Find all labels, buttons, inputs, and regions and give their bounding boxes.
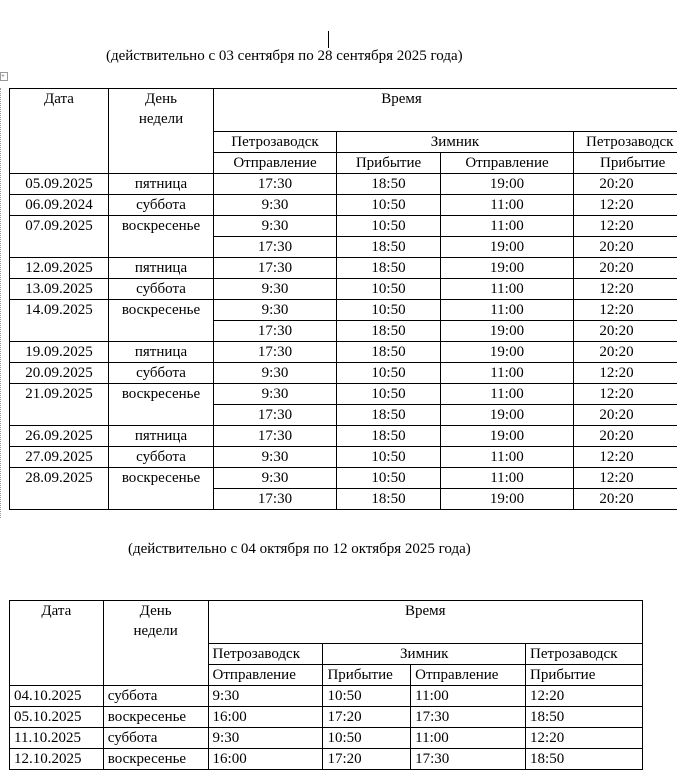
cell-departure: 17:30 <box>214 405 337 426</box>
cell-departure: 11:00 <box>441 216 574 237</box>
cell-weekday: суббота <box>109 363 214 384</box>
cell-arrival: 12:20 <box>526 728 643 749</box>
cell-date: 14.09.2025 <box>10 300 109 342</box>
cell-departure: 19:00 <box>441 174 574 195</box>
schedule-table-september <box>9 88 677 510</box>
cell-departure: 9:30 <box>214 384 337 405</box>
cell-departure: 19:00 <box>441 426 574 447</box>
header-time: Время <box>214 89 677 132</box>
cell-departure: 19:00 <box>441 321 574 342</box>
cell-departure: 17:30 <box>214 174 337 195</box>
sub-departure: Отправление <box>208 665 323 686</box>
header-time: Время <box>208 601 642 644</box>
cell-arrival: 18:50 <box>526 707 643 728</box>
cell-departure: 19:00 <box>441 405 574 426</box>
cell-departure: 17:30 <box>214 426 337 447</box>
cell-arrival: 12:20 <box>574 216 677 237</box>
cell-departure: 11:00 <box>441 195 574 216</box>
cell-date: 19.09.2025 <box>10 342 109 363</box>
cell-departure: 11:00 <box>441 363 574 384</box>
sub-arrival: Прибытие <box>323 665 411 686</box>
cell-weekday: пятница <box>109 426 214 447</box>
cell-departure: 19:00 <box>441 237 574 258</box>
cell-departure: 11:00 <box>441 300 574 321</box>
cell-date: 12.10.2025 <box>10 749 104 770</box>
cell-arrival: 20:20 <box>574 489 677 510</box>
cell-weekday: воскресенье <box>103 707 208 728</box>
cell-arrival: 20:20 <box>574 174 677 195</box>
validity-caption-september: (действительно с 03 сентября по 28 сентября 2025 года) <box>106 48 463 64</box>
cell-arrival: 12:20 <box>574 384 677 405</box>
cell-arrival: 18:50 <box>337 237 441 258</box>
cell-arrival: 10:50 <box>337 216 441 237</box>
header-weekday: День недели <box>109 89 214 174</box>
cell-arrival: 12:20 <box>574 279 677 300</box>
cell-departure: 9:30 <box>208 728 323 749</box>
cell-date: 12.09.2025 <box>10 258 109 279</box>
cell-departure: 11:00 <box>441 447 574 468</box>
cell-arrival: 18:50 <box>337 489 441 510</box>
cell-departure: 11:00 <box>441 468 574 489</box>
table-row <box>10 707 643 728</box>
header-date: Дата <box>10 89 109 174</box>
cell-arrival: 10:50 <box>337 468 441 489</box>
table-row <box>10 258 677 279</box>
cell-arrival: 12:20 <box>574 363 677 384</box>
table-row <box>10 363 677 384</box>
cell-weekday: пятница <box>109 258 214 279</box>
cell-departure: 16:00 <box>208 707 323 728</box>
schedule-rows-september <box>10 174 677 510</box>
cell-departure: 17:30 <box>214 237 337 258</box>
station-petrozavodsk-arrival: Петрозаводск <box>526 644 643 665</box>
cell-arrival: 10:50 <box>337 447 441 468</box>
cell-date: 21.09.2025 <box>10 384 109 426</box>
table-row <box>10 426 677 447</box>
cell-weekday: воскресенье <box>109 216 214 258</box>
cell-date: 11.10.2025 <box>10 728 104 749</box>
cell-date: 07.09.2025 <box>10 216 109 258</box>
cell-weekday: воскресенье <box>103 749 208 770</box>
sub-arrival: Прибытие <box>574 153 677 174</box>
header-weekday: День недели <box>103 601 208 686</box>
cell-departure: 19:00 <box>441 489 574 510</box>
cell-departure: 17:30 <box>214 258 337 279</box>
cell-weekday: пятница <box>109 342 214 363</box>
station-petrozavodsk-arrival: Петрозаводск <box>574 132 677 153</box>
cell-arrival: 10:50 <box>337 300 441 321</box>
table-row <box>10 384 677 405</box>
table-row <box>10 195 677 216</box>
cell-date: 06.09.2024 <box>10 195 109 216</box>
table-row <box>10 686 643 707</box>
cell-arrival: 10:50 <box>323 686 411 707</box>
cell-date: 04.10.2025 <box>10 686 104 707</box>
cell-departure: 19:00 <box>441 342 574 363</box>
schedule-rows-october <box>10 686 643 770</box>
station-petrozavodsk-departure: Петрозаводск <box>208 644 323 665</box>
sub-departure: Отправление <box>411 665 526 686</box>
cell-arrival: 17:20 <box>323 707 411 728</box>
cell-weekday: пятница <box>109 174 214 195</box>
schedule-table-october <box>9 600 643 770</box>
table-move-handle-icon[interactable]: + <box>0 72 8 81</box>
cell-arrival: 12:20 <box>574 447 677 468</box>
cell-departure: 17:30 <box>411 707 526 728</box>
cell-weekday: суббота <box>103 686 208 707</box>
sub-departure: Отправление <box>441 153 574 174</box>
cell-arrival: 10:50 <box>337 384 441 405</box>
cell-departure: 11:00 <box>441 384 574 405</box>
cell-arrival: 20:20 <box>574 426 677 447</box>
cell-arrival: 20:20 <box>574 237 677 258</box>
sub-departure: Отправление <box>214 153 337 174</box>
cell-arrival: 12:20 <box>574 195 677 216</box>
table-row <box>10 447 677 468</box>
cell-departure: 9:30 <box>214 216 337 237</box>
cell-arrival: 10:50 <box>323 728 411 749</box>
text-cursor <box>328 31 329 48</box>
cell-weekday: суббота <box>109 447 214 468</box>
table-row <box>10 279 677 300</box>
table-row <box>10 468 677 489</box>
table-row <box>10 216 677 237</box>
cell-departure: 19:00 <box>441 258 574 279</box>
cell-weekday: воскресенье <box>109 384 214 426</box>
table-row <box>10 174 677 195</box>
cell-departure: 17:30 <box>214 489 337 510</box>
cell-arrival: 20:20 <box>574 258 677 279</box>
cell-arrival: 18:50 <box>337 342 441 363</box>
cell-arrival: 20:20 <box>574 342 677 363</box>
cell-arrival: 18:50 <box>526 749 643 770</box>
cell-departure: 9:30 <box>214 279 337 300</box>
cell-weekday: суббота <box>109 195 214 216</box>
sub-arrival: Прибытие <box>526 665 643 686</box>
cell-departure: 9:30 <box>214 300 337 321</box>
validity-caption-october: (действительно с 04 октября по 12 октября 2025 года) <box>128 541 471 557</box>
cell-weekday: суббота <box>103 728 208 749</box>
table-row <box>10 342 677 363</box>
cell-arrival: 20:20 <box>574 405 677 426</box>
cell-date: 05.10.2025 <box>10 707 104 728</box>
cell-arrival: 10:50 <box>337 195 441 216</box>
cell-arrival: 17:20 <box>323 749 411 770</box>
cell-departure: 11:00 <box>411 686 526 707</box>
cell-date: 13.09.2025 <box>10 279 109 300</box>
station-petrozavodsk-departure: Петрозаводск <box>214 132 337 153</box>
cell-departure: 16:00 <box>208 749 323 770</box>
cell-departure: 11:00 <box>441 279 574 300</box>
station-zimnik: Зимник <box>323 644 526 665</box>
cell-date: 05.09.2025 <box>10 174 109 195</box>
cell-departure: 9:30 <box>214 363 337 384</box>
station-zimnik: Зимник <box>337 132 574 153</box>
cell-arrival: 18:50 <box>337 174 441 195</box>
table-row <box>10 300 677 321</box>
cell-date: 26.09.2025 <box>10 426 109 447</box>
cell-arrival: 18:50 <box>337 258 441 279</box>
cell-arrival: 18:50 <box>337 405 441 426</box>
cell-weekday: воскресенье <box>109 300 214 342</box>
cell-arrival: 18:50 <box>337 426 441 447</box>
cell-departure: 17:30 <box>214 321 337 342</box>
sub-arrival: Прибытие <box>337 153 441 174</box>
cell-departure: 9:30 <box>208 686 323 707</box>
cell-departure: 17:30 <box>214 342 337 363</box>
cell-arrival: 10:50 <box>337 279 441 300</box>
header-date: Дата <box>10 601 104 686</box>
cell-weekday: суббота <box>109 279 214 300</box>
cell-arrival: 18:50 <box>337 321 441 342</box>
cell-date: 27.09.2025 <box>10 447 109 468</box>
cell-departure: 9:30 <box>214 447 337 468</box>
ruler-marks <box>0 88 5 518</box>
cell-departure: 17:30 <box>411 749 526 770</box>
cell-weekday: воскресенье <box>109 468 214 510</box>
cell-departure: 9:30 <box>214 468 337 489</box>
cell-arrival: 20:20 <box>574 321 677 342</box>
table-row <box>10 728 643 749</box>
cell-departure: 11:00 <box>411 728 526 749</box>
cell-arrival: 12:20 <box>574 300 677 321</box>
cell-arrival: 10:50 <box>337 363 441 384</box>
cell-date: 28.09.2025 <box>10 468 109 510</box>
cell-arrival: 12:20 <box>526 686 643 707</box>
cell-date: 20.09.2025 <box>10 363 109 384</box>
table-row <box>10 749 643 770</box>
cell-arrival: 12:20 <box>574 468 677 489</box>
cell-departure: 9:30 <box>214 195 337 216</box>
